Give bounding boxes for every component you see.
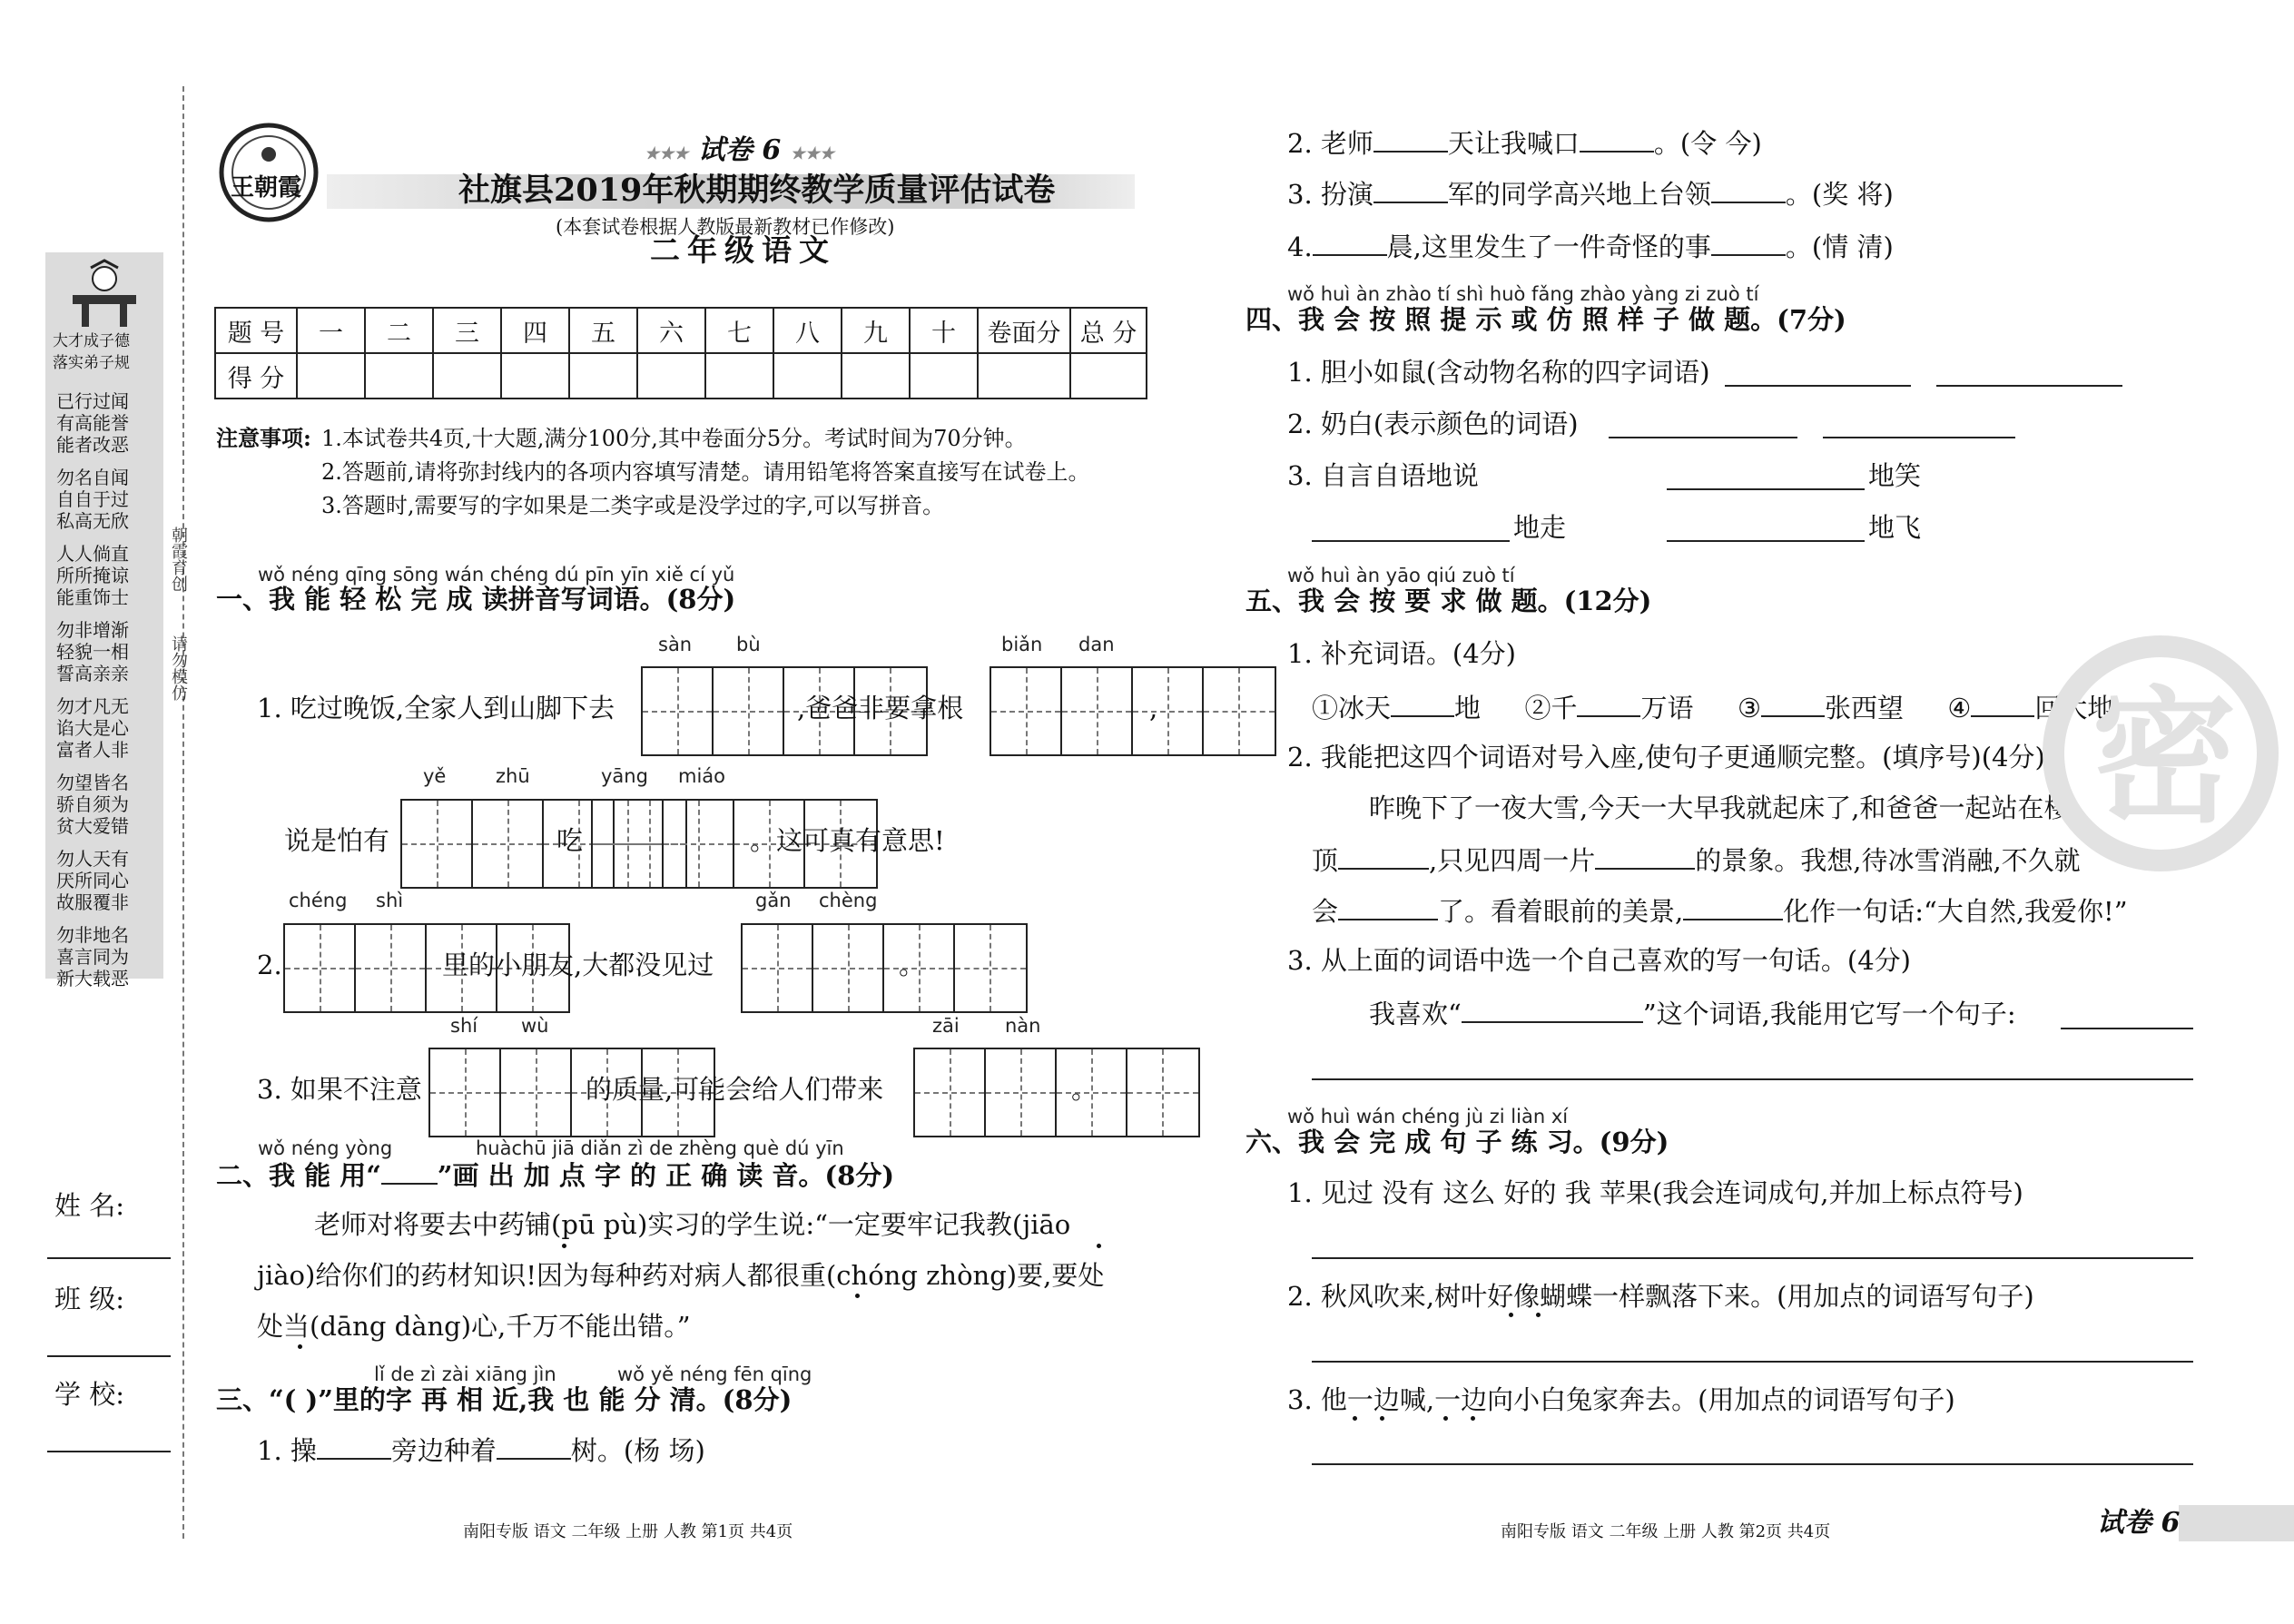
q1-title: 一、我 能 轻 松 完 成 读拼音写词语。(8分) xyxy=(216,584,736,615)
answer-blank[interactable] xyxy=(1462,996,1643,1023)
table-cell: 一 xyxy=(297,308,365,353)
char-grid-ganchang[interactable] xyxy=(741,923,1028,1013)
exam-note: (本套试卷根据人教版最新教材已作修改) xyxy=(556,216,895,238)
q6-item-2: 2. 秋风吹来,树叶好像蝴蝶一样飘落下来。(用加点的词语写句子) xyxy=(1287,1281,2034,1312)
verse-group: 已行过闻 有高能誉 能者改恶 xyxy=(56,390,129,456)
score-table-score-row xyxy=(215,353,1147,399)
scholar-figure-icon xyxy=(54,259,154,331)
q2-line-1: 老师对将要去中药铺(pū pù)实习的学生说:“一定要牢记我教(jiāo xyxy=(314,1209,1071,1240)
emphasis-dot xyxy=(1471,1416,1475,1421)
answer-blank[interactable] xyxy=(1373,125,1448,153)
verse-group: 勿非地名 喜言同为 新大载恶 xyxy=(56,924,129,989)
answer-line[interactable] xyxy=(2061,1028,2193,1029)
q5-pinyin: wǒ huì àn yāo qiú zuò tí xyxy=(1287,565,1515,586)
answer-line[interactable] xyxy=(1667,488,1865,490)
verse-group: 勿人天有 厌所同心 故服覆非 xyxy=(56,848,129,913)
emphasis-dot xyxy=(1353,1416,1357,1421)
emphasis-dot xyxy=(1380,1416,1384,1421)
answer-blank[interactable] xyxy=(1391,690,1454,717)
q4-item-3: 3. 自言自语地说 xyxy=(1287,460,1479,491)
table-cell: 七 xyxy=(705,308,773,353)
sidebar-figure xyxy=(54,259,154,331)
score-input[interactable] xyxy=(365,353,433,399)
answer-line[interactable] xyxy=(1312,1463,2193,1465)
notice-item-2: 2.答题前,请将弥封线内的各项内容填写清楚。请用铅笔将答案直接写在试卷上。 xyxy=(321,459,1090,485)
q1-line3-c: 。 xyxy=(899,950,926,980)
answer-blank[interactable] xyxy=(1338,842,1429,870)
answer-blank[interactable] xyxy=(1595,842,1695,870)
q1-pinyin: wǒ néng qīng sōng wán chéng dú pīn yīn xiě cí yǔ xyxy=(258,564,735,586)
score-input[interactable] xyxy=(297,353,365,399)
char-cell[interactable] xyxy=(1204,668,1275,754)
answer-blank[interactable] xyxy=(1373,176,1448,203)
sidebar-motto-2: 落实弟子规 xyxy=(53,354,130,372)
q1-line1-b: ,爸爸非要拿根 xyxy=(797,693,964,723)
answer-blank[interactable] xyxy=(1338,893,1438,920)
answer-line[interactable] xyxy=(1312,1257,2193,1259)
q2-line-3: 处当(dāng dàng)心,千万不能出错。” xyxy=(257,1311,691,1342)
q1-line3-a: 2. xyxy=(257,950,282,980)
verse-group: 人人倘直 所所掩谅 能重饰士 xyxy=(56,543,129,608)
answer-blank[interactable] xyxy=(317,1432,391,1460)
score-input[interactable] xyxy=(1070,353,1147,399)
q1-line4-a: 3. 如果不注意 xyxy=(257,1074,422,1105)
table-cell: 五 xyxy=(569,308,637,353)
q5-para-2: 顶 ,只见四周一片 的景象。我想,待冰雪消融,不久就 xyxy=(1312,842,2081,877)
char-cell[interactable] xyxy=(1127,1049,1198,1136)
answer-line[interactable] xyxy=(1312,540,1510,542)
q1-line2-b: 吃 xyxy=(556,825,584,856)
table-cell: 总 分 xyxy=(1070,308,1147,353)
char-cell[interactable] xyxy=(915,1049,986,1136)
char-cell[interactable] xyxy=(643,668,714,754)
table-cell: 九 xyxy=(842,308,910,353)
char-cell[interactable] xyxy=(714,668,784,754)
q4-word-3: 地飞 xyxy=(1868,512,1922,543)
exam-subject: 二年级语文 xyxy=(650,232,836,268)
char-cell[interactable] xyxy=(1133,668,1204,754)
answer-blank[interactable] xyxy=(497,1432,571,1460)
table-cell: 八 xyxy=(773,308,842,353)
notice-item-3: 3.答题时,需要写的字如果是二类字或是没学过的字,可以写拼音。 xyxy=(321,493,945,518)
q1-line1-c: , xyxy=(1149,693,1158,723)
q1-line4-c: 。 xyxy=(1071,1074,1098,1105)
school-field[interactable] xyxy=(47,1451,171,1452)
q3-item-2: 2. 老师 天让我喊口 。(令 今) xyxy=(1287,125,1762,160)
score-input[interactable] xyxy=(910,353,978,399)
table-cell: 六 xyxy=(637,308,705,353)
emphasis-dot xyxy=(298,1344,302,1349)
emphasis-dot xyxy=(855,1294,860,1298)
name-field[interactable] xyxy=(47,1257,171,1259)
q5-sub-1: 1. 补充词语。(4分) xyxy=(1287,638,1516,669)
class-field[interactable] xyxy=(47,1355,171,1357)
char-grid-biandan[interactable] xyxy=(989,666,1276,756)
char-cell[interactable] xyxy=(743,925,813,1011)
badge-stars-left: ★★★ xyxy=(645,144,689,163)
verse-group: 勿才凡无 谄大是心 富者人非 xyxy=(56,695,129,761)
answer-line[interactable] xyxy=(1667,540,1865,542)
char-cell[interactable] xyxy=(991,668,1062,754)
q3-pinyin-a: lǐ de zì zài xiāng jìn xyxy=(374,1363,556,1385)
answer-line[interactable] xyxy=(1936,385,2122,387)
char-cell[interactable] xyxy=(501,1049,572,1136)
emphasis-dot xyxy=(1536,1313,1541,1317)
notice-label: 注意事项: xyxy=(216,425,311,451)
sidebar-vertical-1: 朝霞育创 xyxy=(169,527,188,592)
answer-line[interactable] xyxy=(1312,1361,2193,1363)
emphasis-dot xyxy=(1509,1313,1513,1317)
footer-badge-bar xyxy=(2179,1505,2294,1541)
table-cell: 三 xyxy=(433,308,501,353)
q3-item-1: 1. 操 旁边种着 树。(杨 场) xyxy=(257,1432,705,1467)
char-cell[interactable] xyxy=(664,801,734,887)
notice-item-1: 1.本试卷共4页,十大题,满分100分,其中卷面分5分。考试时间为70分钟。 xyxy=(321,426,1027,451)
q1-line3-b: 里的小朋友,大都没见过 xyxy=(442,950,714,980)
q2-pinyin-b: huàchū jiā diǎn zì de zhèng què dú yīn xyxy=(476,1137,844,1159)
binding-line xyxy=(182,86,184,1539)
answer-blank[interactable] xyxy=(1313,229,1387,256)
q2-pinyin-a: wǒ néng yòng xyxy=(258,1137,393,1159)
char-cell[interactable] xyxy=(1062,668,1133,754)
char-cell[interactable] xyxy=(813,925,884,1011)
q5-title: 五、我 会 按 要 求 做 题。(12分) xyxy=(1245,586,1652,616)
verse-group: 勿名自闻 自自于过 私高无欣 xyxy=(56,467,129,532)
sidebar-motto-1: 大才成子德 xyxy=(53,332,130,350)
q4-word-2: 地走 xyxy=(1513,512,1567,543)
q4-word-1: 地笑 xyxy=(1868,460,1922,491)
answer-blank[interactable] xyxy=(1577,690,1640,717)
footer-badge: 试卷 6 xyxy=(2097,1507,2181,1539)
q5-sub-2: 2. 我能把这四个词语对号入座,使句子更通顺完整。(填序号)(4分) xyxy=(1287,742,2045,773)
score-input[interactable] xyxy=(501,353,569,399)
badge-stars-right: ★★★ xyxy=(790,144,835,163)
q2-title: 二、我 能 用“ ”画 出 加 点 字 的 正 确 读 音。(8分) xyxy=(216,1157,894,1192)
char-cell[interactable] xyxy=(593,801,664,887)
emphasis-dot xyxy=(1443,1416,1448,1421)
score-input[interactable] xyxy=(978,353,1070,399)
answer-blank[interactable] xyxy=(1711,176,1786,203)
q5-para-1: 昨晚下了一夜大雪,今天一大早我就起床了,和爸爸一起站在楼 xyxy=(1369,792,2071,823)
exam-badge: ★★★ 试卷 6 ★★★ xyxy=(645,134,835,166)
sidebar-verses xyxy=(56,390,156,989)
school-label: 学 校: xyxy=(54,1379,124,1410)
answer-blank[interactable] xyxy=(1683,893,1783,920)
verse-group: 勿望皆名 骄自须为 贫大爱错 xyxy=(56,772,129,837)
answer-line[interactable] xyxy=(1312,1078,2193,1080)
answer-blank[interactable] xyxy=(1580,125,1654,153)
footer-right: 南阳专版 语文 二年级 上册 人教 第2页 共4页 xyxy=(1501,1522,1831,1541)
q4-item-2: 2. 奶白(表示颜色的词语) xyxy=(1287,408,1579,439)
char-cell[interactable] xyxy=(473,801,544,887)
confidential-stamp xyxy=(2043,635,2279,871)
exam-title: 社旗县2019年秋期期终教学质量评估试卷 xyxy=(458,172,1056,209)
emphasis-dot xyxy=(1097,1244,1101,1248)
q3-item-3: 3. 扮演 军的同学高兴地上台领 。(奖 将) xyxy=(1287,176,1894,211)
emphasis-dot xyxy=(562,1244,566,1248)
answer-blank[interactable] xyxy=(1971,690,2034,717)
underline-sample xyxy=(381,1157,438,1185)
table-cell: 十 xyxy=(910,308,978,353)
q4-title: 四、我 会 按 照 提 示 或 仿 照 样 子 做 题。(7分) xyxy=(1245,304,1846,335)
answer-line[interactable] xyxy=(1725,385,1911,387)
q1-line2-a: 说是怕有 xyxy=(284,825,390,856)
q1-line1-a: 1. 吃过晚饭,全家人到山脚下去 xyxy=(257,693,615,723)
char-cell[interactable] xyxy=(955,925,1026,1011)
q2-line-2: jiào)给你们的药材知识!因为每种药对病人都很重(chóng zhòng)要,要处 xyxy=(257,1260,1105,1291)
score-input[interactable] xyxy=(637,353,705,399)
logo xyxy=(214,118,323,227)
stamp-text: 密 xyxy=(2092,672,2238,842)
score-input[interactable] xyxy=(569,353,637,399)
char-cell[interactable] xyxy=(285,925,356,1011)
q6-item-3: 3. 他一边喊,一边向小白兔家奔去。(用加点的词语写句子) xyxy=(1287,1384,1955,1415)
score-input[interactable] xyxy=(842,353,910,399)
q3-pinyin-b: wǒ yě néng fēn qīng xyxy=(617,1363,812,1385)
table-cell: 得 分 xyxy=(215,353,297,399)
footer-left: 南阳专版 语文 二年级 上册 人教 第1页 共4页 xyxy=(463,1522,793,1541)
score-table-header-row xyxy=(215,308,1147,353)
answer-line[interactable] xyxy=(1823,437,2015,438)
score-input[interactable] xyxy=(773,353,842,399)
score-input[interactable] xyxy=(705,353,773,399)
char-cell[interactable] xyxy=(402,801,473,887)
answer-line[interactable] xyxy=(1609,437,1797,438)
char-cell[interactable] xyxy=(356,925,427,1011)
q5-sentence-start: 我喜欢“ ”这个词语,我能用它写一个句子: xyxy=(1369,996,2016,1030)
q6-pinyin: wǒ huì wán chéng jù zi liàn xí xyxy=(1287,1106,1569,1127)
char-grid-zainan[interactable] xyxy=(913,1048,1200,1137)
sidebar-vertical-2: 请勿模仿 xyxy=(169,635,188,701)
q1-line2-c: 。这可真有意思! xyxy=(750,825,945,856)
q3-item-4: 4. 晨,这里发生了一件奇怪的事 。(情 清) xyxy=(1287,229,1894,263)
logo-text: 王朝霞 xyxy=(231,174,302,202)
q4-item-1: 1. 胆小如鼠(含动物名称的四字词语) xyxy=(1287,357,1710,388)
q6-title: 六、我 会 完 成 句 子 练 习。(9分) xyxy=(1245,1127,1669,1157)
table-cell: 四 xyxy=(501,308,569,353)
q5-sub-3: 3. 从上面的词语中选一个自己喜欢的写一句话。(4分) xyxy=(1287,945,1911,976)
class-label: 班 级: xyxy=(54,1284,124,1314)
q5-fill-row: ①冰天 地 ②千 万语 ③ 张西望 ④ 回大地 xyxy=(1312,690,2113,724)
score-table xyxy=(214,307,1147,399)
q5-para-3: 会 了。看着眼前的美景, 化作一句话:“大自然,我爱你!” xyxy=(1312,893,2128,928)
score-input[interactable] xyxy=(433,353,501,399)
answer-blank[interactable] xyxy=(1761,690,1825,717)
table-cell: 卷面分 xyxy=(978,308,1070,353)
answer-blank[interactable] xyxy=(1711,229,1786,256)
q1-line4-b: 的质量,可能会给人们带来 xyxy=(586,1074,884,1105)
q4-pinyin: wǒ huì àn zhào tí shì huò fǎng zhào yàng zi zuò tí xyxy=(1287,283,1759,305)
name-label: 姓 名: xyxy=(54,1190,124,1221)
table-cell: 题 号 xyxy=(215,308,297,353)
q3-title: 三、“( )”里的字 再 相 近,我 也 能 分 清。(8分) xyxy=(216,1384,793,1415)
verse-group: 勿非增渐 轻貌一相 誓高亲亲 xyxy=(56,619,129,684)
char-cell[interactable] xyxy=(986,1049,1057,1136)
table-cell: 二 xyxy=(365,308,433,353)
q6-item-1: 1. 见过 没有 这么 好的 我 苹果(我会连词成句,并加上标点符号) xyxy=(1287,1177,2023,1208)
char-cell[interactable] xyxy=(430,1049,501,1136)
